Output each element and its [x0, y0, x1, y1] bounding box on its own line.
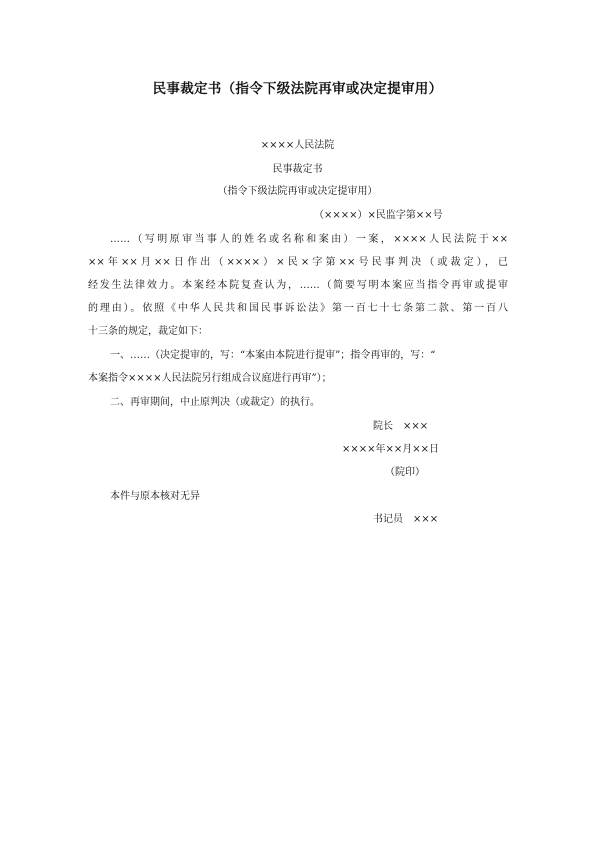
- ruling-item-one-continued: 本案指令××××人民法院另行组成合议庭进行再审”）；: [88, 373, 332, 384]
- document-title: 民事裁定书（指令下级法院再审或决定提审用）: [152, 81, 443, 97]
- ruling-item-one: 一、……（决定提审的，写：“本案由本院进行提审”；指令再审的，写：“: [110, 350, 436, 361]
- court-name: ××××人民法院: [260, 140, 335, 151]
- document-subtitle: （指令下级法院再审或决定提审用）: [217, 186, 378, 197]
- president-signature: 院长 ×××: [373, 421, 429, 432]
- body-paragraph-line: 十三条的规定，裁定如下：: [88, 326, 208, 337]
- ruling-date: ××××年××月××日: [342, 444, 440, 455]
- body-paragraph-line: ××年××月××日作出（××××）×民×字第××号民事判决（或裁定），已: [88, 257, 508, 268]
- verification-note: 本件与原本核对无异: [110, 491, 200, 502]
- body-paragraph-line: 的理由）。依照《中华人民共和国民事诉讼法》第一百七十七条第二款、第一百八: [88, 303, 508, 314]
- court-seal: （院印）: [385, 467, 425, 478]
- body-paragraph-line: ……（写明原审当事人的姓名或名称和案由）一案，××××人民法院于××: [110, 234, 508, 245]
- ruling-item-two: 二、再审期间，中止原判决（或裁定）的执行。: [110, 397, 320, 408]
- clerk-signature: 书记员 ×××: [373, 514, 439, 525]
- case-number: （××××）×民监字第××号: [314, 210, 443, 221]
- document-type: 民事裁定书: [272, 164, 323, 175]
- body-paragraph-line: 经发生法律效力。本案经本院复查认为，……（简要写明本案应当指令再审或提审: [88, 280, 508, 291]
